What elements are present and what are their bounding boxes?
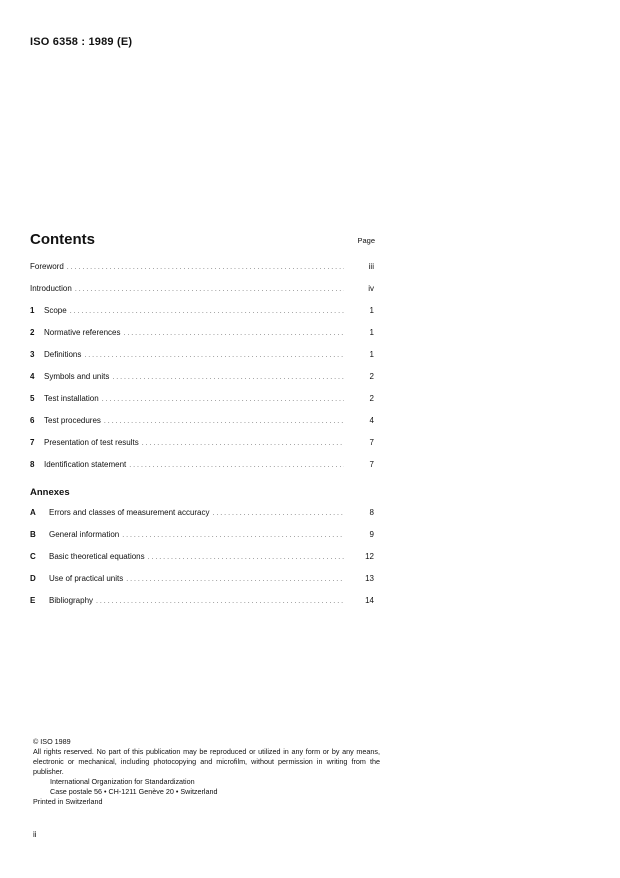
annexes-heading: Annexes	[30, 487, 70, 498]
toc-entry-label: Test installation	[44, 394, 99, 403]
annex-entry-a[interactable]	[30, 508, 375, 522]
organization-address: Case postale 56 • CH-1211 Genève 20 • Switzerland	[50, 787, 218, 796]
toc-entry-number: 8	[30, 460, 35, 469]
dot-leader	[148, 554, 344, 561]
toc-entry-label: Normative references	[44, 328, 121, 337]
annex-page: 14	[365, 596, 374, 605]
toc-entry-page: iii	[368, 262, 374, 271]
toc-entry-label: Identification statement	[44, 460, 127, 469]
toc-entry-page: 7	[369, 460, 374, 469]
page-column-label: Page	[357, 236, 375, 245]
toc-entry-label: Definitions	[44, 350, 82, 359]
annex-letter: D	[30, 574, 36, 583]
toc-entry-introduction[interactable]	[30, 284, 375, 298]
dot-leader	[112, 374, 344, 381]
toc-entry-page: 2	[369, 394, 374, 403]
dot-leader	[129, 462, 344, 469]
toc-entry-label: Introduction	[30, 284, 72, 293]
rights-statement: All rights reserved. No part of this publication may be reproduced or utilized in any form or by any means, electronic or mechanical, including photocopying and microfilm, without permission in writing from the publisher.	[33, 747, 380, 776]
toc-entry-page: 4	[369, 416, 374, 425]
dot-leader	[84, 352, 344, 359]
contents-title: Contents	[30, 231, 95, 248]
contents-header	[30, 231, 375, 251]
annex-page: 9	[369, 530, 374, 539]
toc-entry-page: 1	[369, 328, 374, 337]
printed-location: Printed in Switzerland	[33, 797, 103, 806]
toc-entry-number: 6	[30, 416, 35, 425]
toc-entry-label: Test procedures	[44, 416, 101, 425]
dot-leader	[122, 532, 344, 539]
annex-letter: E	[30, 596, 36, 605]
annex-letter: A	[30, 508, 36, 517]
toc-entry-test-installation[interactable]	[30, 394, 375, 408]
toc-entry-identification-statement[interactable]	[30, 460, 375, 474]
toc-entry-presentation-of-test-results[interactable]	[30, 438, 375, 452]
annex-label: General information	[49, 530, 120, 539]
annex-entry-b[interactable]	[30, 530, 375, 544]
toc-entry-page: 7	[369, 438, 374, 447]
toc-entry-label: Scope	[44, 306, 67, 315]
annex-letter: C	[30, 552, 36, 561]
toc-entry-number: 2	[30, 328, 35, 337]
dot-leader	[67, 264, 344, 271]
annex-label: Use of practical units	[49, 574, 124, 583]
annex-entry-e[interactable]	[30, 596, 375, 610]
dot-leader	[213, 510, 344, 517]
toc-entry-number: 3	[30, 350, 35, 359]
toc-entry-scope[interactable]	[30, 306, 375, 320]
document-id: ISO 6358 : 1989 (E)	[30, 36, 133, 48]
toc-entry-page: iv	[368, 284, 374, 293]
organization-name: International Organization for Standardization	[50, 777, 195, 786]
toc-entry-label: Symbols and units	[44, 372, 110, 381]
toc-entry-number: 7	[30, 438, 35, 447]
page-number: ii	[33, 830, 37, 839]
toc-entry-symbols-and-units[interactable]	[30, 372, 375, 386]
copyright-notice: © ISO 1989	[33, 737, 71, 746]
dot-leader	[96, 598, 344, 605]
toc-entry-definitions[interactable]	[30, 350, 375, 364]
dot-leader	[142, 440, 344, 447]
toc-entry-number: 4	[30, 372, 35, 381]
toc-entry-foreword[interactable]	[30, 262, 375, 276]
dot-leader	[102, 396, 344, 403]
annex-entry-c[interactable]	[30, 552, 375, 566]
toc-entry-number: 1	[30, 306, 35, 315]
dot-leader	[126, 576, 344, 583]
dot-leader	[75, 286, 344, 293]
toc-entry-page: 1	[369, 350, 374, 359]
toc-entry-normative-references[interactable]	[30, 328, 375, 342]
annex-letter: B	[30, 530, 36, 539]
toc-entry-page: 2	[369, 372, 374, 381]
dot-leader	[70, 308, 344, 315]
toc-entry-page: 1	[369, 306, 374, 315]
annex-page: 12	[365, 552, 374, 561]
annex-page: 13	[365, 574, 374, 583]
copyright-block	[33, 737, 380, 807]
dot-leader	[104, 418, 344, 425]
annex-label: Bibliography	[49, 596, 94, 605]
toc-entry-number: 5	[30, 394, 35, 403]
annex-label: Errors and classes of measurement accuracy	[49, 508, 210, 517]
toc-entry-label: Foreword	[30, 262, 64, 271]
dot-leader	[123, 330, 344, 337]
toc-entry-test-procedures[interactable]	[30, 416, 375, 430]
annex-label: Basic theoretical equations	[49, 552, 145, 561]
toc-entry-label: Presentation of test results	[44, 438, 139, 447]
annex-page: 8	[369, 508, 374, 517]
annex-entry-d[interactable]	[30, 574, 375, 588]
